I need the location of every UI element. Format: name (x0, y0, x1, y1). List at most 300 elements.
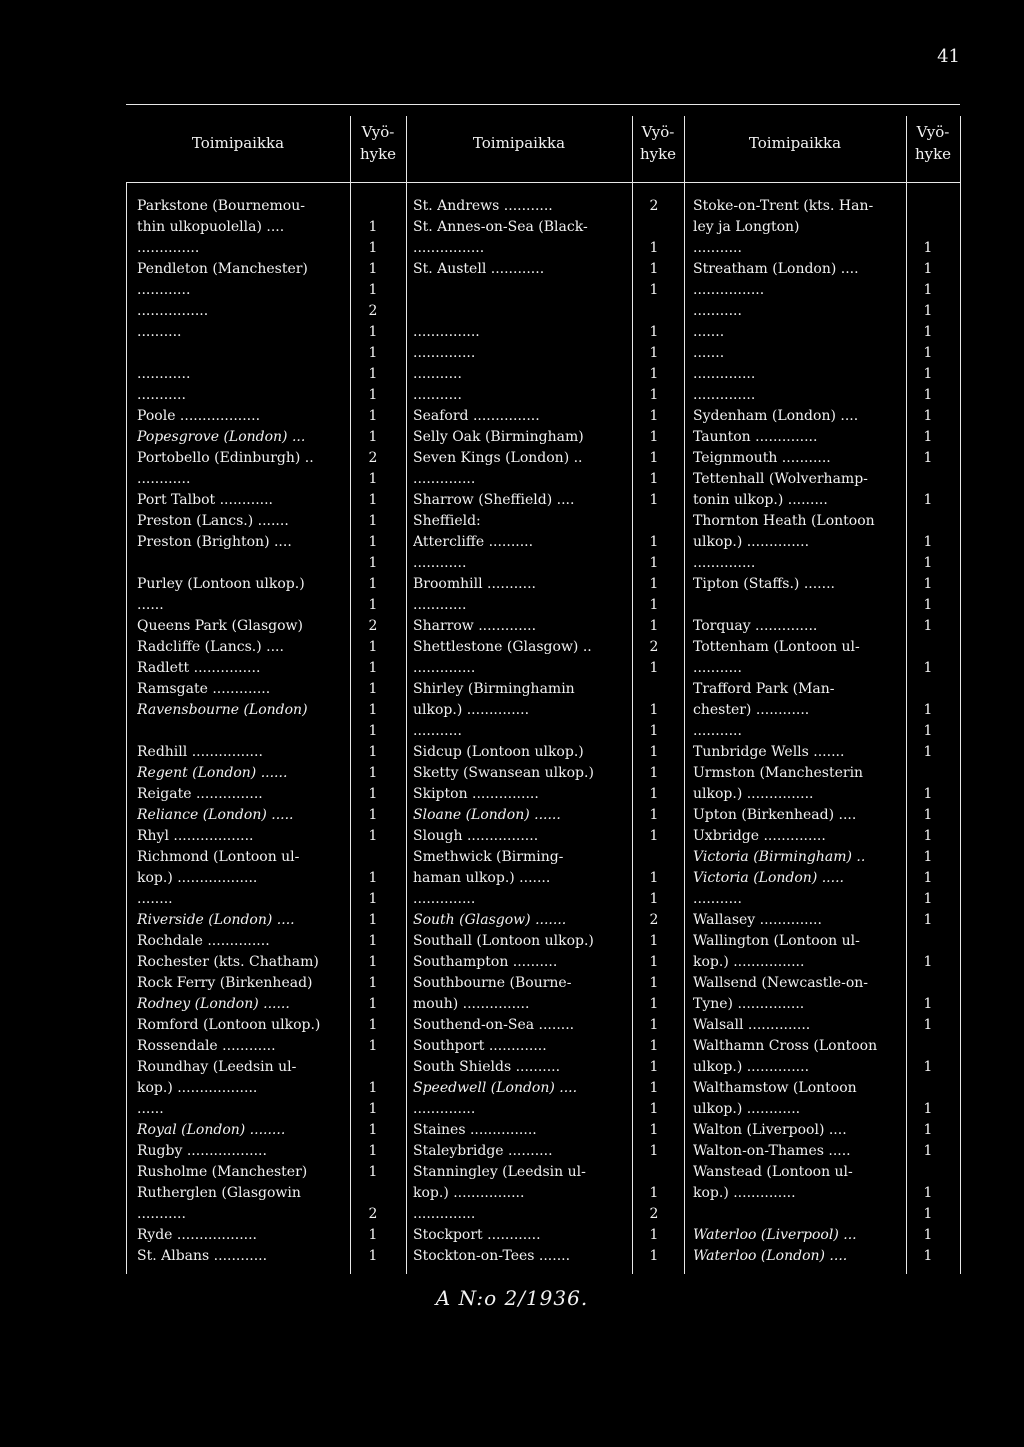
zone-value: 1 (368, 891, 378, 907)
place-name: kop.) .................. (137, 870, 258, 886)
zone-value: 2 (368, 303, 378, 319)
place-name: Reigate ............... (137, 786, 263, 802)
place-name: ............ (413, 555, 467, 571)
table-row (137, 196, 405, 217)
table-row (413, 973, 681, 994)
place-name: Walthamn Cross (Lontoon (693, 1038, 878, 1054)
table-row (413, 868, 681, 889)
zone-value: 1 (649, 240, 659, 256)
table-row (137, 280, 405, 301)
table-row (137, 721, 405, 742)
zone-value: 1 (368, 1122, 378, 1138)
table-row (413, 658, 681, 679)
place-name: ........... (693, 303, 742, 319)
table-row (413, 196, 681, 217)
table-row (137, 532, 405, 553)
place-name: ............ (137, 366, 191, 382)
zone-value: 1 (649, 891, 659, 907)
table-row (137, 343, 405, 364)
place-name: ....... (693, 345, 725, 361)
zone-value: 1 (923, 996, 933, 1012)
place-name: ........... (413, 387, 462, 403)
place-name: Regent (London) ...... (137, 765, 288, 781)
place-name: ...... (137, 597, 164, 613)
place-name: chester) ............ (693, 702, 810, 718)
place-name: Radlett ............... (137, 660, 261, 676)
zone-value: 1 (649, 1038, 659, 1054)
table-row (137, 301, 405, 322)
zone-value: 1 (649, 786, 659, 802)
table-row (137, 1036, 405, 1057)
place-name: Royal (London) ........ (137, 1122, 286, 1138)
table-row (693, 847, 959, 868)
table-row (693, 406, 959, 427)
table-row (693, 574, 959, 595)
table-row (693, 532, 959, 553)
table-row (137, 595, 405, 616)
zone-value: 1 (368, 1017, 378, 1033)
table-row (693, 805, 959, 826)
zone-value: 1 (923, 807, 933, 823)
header-zone-line2: hyke (639, 145, 677, 163)
table-row (137, 364, 405, 385)
table-row (693, 1246, 959, 1267)
zone-value: 1 (649, 1080, 659, 1096)
place-name: Redhill ................ (137, 744, 263, 760)
place-name: Popesgrove (London) ... (137, 429, 306, 445)
place-name: St. Albans ............ (137, 1248, 268, 1264)
table-row (693, 1225, 959, 1246)
table-row (413, 364, 681, 385)
place-name: haman ulkop.) ....... (413, 870, 551, 886)
zone-value: 1 (368, 513, 378, 529)
table-row (693, 931, 959, 952)
zone-value: 1 (368, 1038, 378, 1054)
table-row (693, 742, 959, 763)
table-row (413, 1246, 681, 1267)
table-row (413, 574, 681, 595)
place-name: St. Andrews ........... (413, 198, 553, 214)
header-zone-2 (632, 105, 684, 181)
table-row (693, 301, 959, 322)
header-zone-1 (350, 105, 406, 181)
page-number: 41 (937, 46, 960, 67)
table-row (413, 637, 681, 658)
table-row (413, 259, 681, 280)
table-row (413, 784, 681, 805)
header-place-3 (684, 105, 906, 181)
table-row (137, 973, 405, 994)
table-row (137, 1162, 405, 1183)
zone-value: 1 (368, 744, 378, 760)
table-row (413, 1078, 681, 1099)
place-name: Shirley (Birminghamin (413, 681, 575, 697)
zone-value: 1 (923, 597, 933, 613)
place-name: kop.) ................ (693, 954, 805, 970)
zone-value: 1 (368, 387, 378, 403)
table-row (413, 511, 681, 532)
table-row (137, 553, 405, 574)
zone-value: 1 (923, 828, 933, 844)
table-row (137, 910, 405, 931)
zone-value: 1 (368, 576, 378, 592)
table-row (693, 973, 959, 994)
table-row (413, 616, 681, 637)
zone-value: 1 (649, 345, 659, 361)
zone-value: 1 (923, 702, 933, 718)
zone-value: 1 (368, 996, 378, 1012)
place-name: Walton (Liverpool) .... (693, 1122, 847, 1138)
place-name: ........... (693, 240, 742, 256)
zone-value: 1 (923, 534, 933, 550)
place-name: Sheffield: (413, 513, 481, 529)
place-name: Southport ............. (413, 1038, 547, 1054)
table-row (137, 322, 405, 343)
zone-value: 1 (649, 765, 659, 781)
place-name: Stockton-on-Tees ....... (413, 1248, 571, 1264)
table-row (413, 532, 681, 553)
header-place-2 (406, 105, 632, 181)
place-name: .............. (413, 471, 476, 487)
zone-value: 1 (649, 618, 659, 634)
table-row (693, 217, 959, 238)
zone-value: 1 (368, 1143, 378, 1159)
table-row (413, 1120, 681, 1141)
place-name: tonin ulkop.) ......... (693, 492, 828, 508)
place-name: Ravensbourne (London) (137, 702, 308, 718)
zone-value: 1 (923, 1206, 933, 1222)
table-row (693, 679, 959, 700)
place-name: ........ (137, 891, 173, 907)
zone-value: 1 (923, 345, 933, 361)
zone-value: 1 (923, 870, 933, 886)
zone-value: 1 (649, 870, 659, 886)
table-row (413, 847, 681, 868)
place-name: ....... (693, 324, 725, 340)
table-row (413, 889, 681, 910)
place-name: Thornton Heath (Lontoon (693, 513, 875, 529)
zone-value: 1 (368, 597, 378, 613)
table-row (137, 1057, 405, 1078)
place-name: Parkstone (Bournemou- (137, 198, 305, 214)
table-row (413, 1099, 681, 1120)
zone-value: 1 (923, 891, 933, 907)
zone-value: 1 (923, 660, 933, 676)
table-row (137, 826, 405, 847)
place-name: Rutherglen (Glasgowin (137, 1185, 301, 1201)
table-row (693, 343, 959, 364)
zone-value: 1 (923, 240, 933, 256)
zone-value: 1 (923, 366, 933, 382)
zone-value: 1 (368, 828, 378, 844)
header-zone-line2: hyke (914, 145, 952, 163)
table-row (413, 721, 681, 742)
zone-value: 1 (923, 849, 933, 865)
table-row (137, 1078, 405, 1099)
zone-value: 1 (649, 555, 659, 571)
zone-value: 1 (923, 492, 933, 508)
zone-value: 1 (368, 366, 378, 382)
zone-value: 1 (368, 702, 378, 718)
zone-value: 1 (923, 282, 933, 298)
place-name: ........... (413, 366, 462, 382)
place-name: ........... (137, 387, 186, 403)
place-name: Rugby .................. (137, 1143, 267, 1159)
table-row (693, 196, 959, 217)
header-zone-line2: hyke (359, 145, 397, 163)
table-row (137, 448, 405, 469)
table-row (137, 763, 405, 784)
table-row (693, 910, 959, 931)
table-row (413, 805, 681, 826)
place-name: kop.) .............. (693, 1185, 796, 1201)
place-name: ley ja Longton) (693, 219, 800, 235)
table-row (693, 889, 959, 910)
zone-value: 1 (923, 1101, 933, 1117)
zone-value: 2 (649, 1206, 659, 1222)
table-row (693, 1141, 959, 1162)
place-name: South (Glasgow) ....... (413, 912, 567, 928)
zone-value: 1 (649, 408, 659, 424)
table-row (693, 1036, 959, 1057)
zone-value: 1 (923, 576, 933, 592)
table-row (137, 784, 405, 805)
header-zone-line1: Vyö- (916, 123, 950, 141)
zone-value: 1 (368, 1227, 378, 1243)
table-row (693, 448, 959, 469)
place-name: Purley (Lontoon ulkop.) (137, 576, 305, 592)
place-column-3 (693, 196, 959, 1267)
table-row (693, 595, 959, 616)
place-name: Torquay .............. (693, 618, 818, 634)
zone-value: 1 (649, 450, 659, 466)
zone-value: 1 (368, 933, 378, 949)
zone-value: 2 (649, 639, 659, 655)
table-row (413, 280, 681, 301)
table-row (413, 385, 681, 406)
zone-value: 1 (923, 1017, 933, 1033)
place-name: ........... (137, 1206, 186, 1222)
zone-value: 1 (368, 240, 378, 256)
table-row (413, 1162, 681, 1183)
table-row (693, 1120, 959, 1141)
place-name: Wallsend (Newcastle-on- (693, 975, 869, 991)
table-row (137, 679, 405, 700)
zone-value: 1 (368, 471, 378, 487)
place-name: Rossendale ............ (137, 1038, 276, 1054)
header-place-label: Toimipaikka (472, 134, 566, 152)
table-row (693, 490, 959, 511)
zone-value: 1 (649, 828, 659, 844)
table-row (693, 1057, 959, 1078)
place-name: kop.) ................ (413, 1185, 525, 1201)
place-name: ................ (137, 303, 209, 319)
zone-value: 1 (649, 1248, 659, 1264)
place-name: Ramsgate ............. (137, 681, 271, 697)
place-name: Slough ................ (413, 828, 539, 844)
place-name: Victoria (London) ..... (693, 870, 844, 886)
table-row (693, 700, 959, 721)
place-name: ulkop.) .............. (693, 534, 810, 550)
table-row (413, 1015, 681, 1036)
place-name: mouh) ............... (413, 996, 530, 1012)
place-name: Rochester (kts. Chatham) (137, 954, 319, 970)
table-row (413, 700, 681, 721)
zone-value: 1 (923, 1059, 933, 1075)
zone-value: 2 (368, 1206, 378, 1222)
zone-value: 1 (368, 954, 378, 970)
table-row (413, 994, 681, 1015)
zone-value: 1 (649, 1059, 659, 1075)
column-rule (684, 116, 685, 1274)
zone-value: 1 (649, 324, 659, 340)
zone-value: 1 (923, 555, 933, 571)
place-name: Sidcup (Lontoon ulkop.) (413, 744, 584, 760)
table-row (693, 616, 959, 637)
table-row (413, 1225, 681, 1246)
place-name: ........... (693, 891, 742, 907)
table-row (137, 427, 405, 448)
zone-value: 1 (649, 723, 659, 739)
zone-value: 1 (923, 786, 933, 802)
place-name: Pendleton (Manchester) (137, 261, 308, 277)
table-row (693, 427, 959, 448)
table-row (693, 322, 959, 343)
table-row (137, 931, 405, 952)
table-row (137, 616, 405, 637)
table-row (413, 679, 681, 700)
zone-value: 1 (649, 1143, 659, 1159)
place-name: ................ (693, 282, 765, 298)
place-name: ............ (413, 597, 467, 613)
zone-value: 1 (649, 387, 659, 403)
place-name: Queens Park (Glasgow) (137, 618, 303, 634)
table-row (413, 406, 681, 427)
zone-value: 1 (923, 429, 933, 445)
place-name: Wallasey .............. (693, 912, 822, 928)
place-name: ulkop.) ............... (693, 786, 814, 802)
zone-value: 1 (368, 534, 378, 550)
place-name: Tettenhall (Wolverhamp- (693, 471, 868, 487)
table-row (693, 1099, 959, 1120)
place-name: Seaford ............... (413, 408, 540, 424)
place-name: Poole .................. (137, 408, 261, 424)
place-name: .............. (693, 555, 756, 571)
table-row (693, 658, 959, 679)
table-row (693, 994, 959, 1015)
zone-value: 1 (368, 1080, 378, 1096)
zone-value: 1 (649, 471, 659, 487)
zone-value: 1 (649, 282, 659, 298)
table-row (413, 931, 681, 952)
zone-value: 1 (923, 1185, 933, 1201)
zone-value: 2 (649, 198, 659, 214)
place-name: Wallington (Lontoon ul- (693, 933, 860, 949)
zone-value: 1 (368, 807, 378, 823)
place-name: Waterloo (London) .... (693, 1248, 848, 1264)
place-name: Walton-on-Thames ..... (693, 1143, 851, 1159)
zone-value: 1 (368, 324, 378, 340)
table-row (137, 406, 405, 427)
place-name: Rhyl .................. (137, 828, 254, 844)
table-row (693, 784, 959, 805)
table-row (413, 910, 681, 931)
table-row (137, 385, 405, 406)
table-row (413, 217, 681, 238)
place-name: Rock Ferry (Birkenhead) (137, 975, 313, 991)
table-row (413, 1141, 681, 1162)
table-row (137, 1183, 405, 1204)
place-name: .............. (413, 660, 476, 676)
footer-note: A N:o 2/1936. (435, 1286, 589, 1310)
zone-value: 1 (649, 492, 659, 508)
zone-value: 1 (368, 555, 378, 571)
table-row (413, 469, 681, 490)
table-row (137, 637, 405, 658)
table-row (137, 238, 405, 259)
place-name: Broomhill ........... (413, 576, 536, 592)
table-row (137, 511, 405, 532)
zone-value: 1 (923, 1227, 933, 1243)
table-row (137, 1246, 405, 1267)
table-row (413, 1204, 681, 1225)
place-name: Selly Oak (Birmingham) (413, 429, 584, 445)
table-row (137, 700, 405, 721)
table-row (137, 1015, 405, 1036)
place-name: .............. (137, 240, 200, 256)
place-name: Wanstead (Lontoon ul- (693, 1164, 853, 1180)
table-row (693, 637, 959, 658)
column-rule (960, 116, 961, 1274)
zone-value: 1 (923, 324, 933, 340)
place-name: Teignmouth ........... (693, 450, 831, 466)
table-row (693, 952, 959, 973)
zone-value: 1 (649, 1101, 659, 1117)
place-name: Urmston (Manchesterin (693, 765, 864, 781)
place-name: Tipton (Staffs.) ....... (693, 576, 835, 592)
zone-value: 1 (649, 933, 659, 949)
place-name: Southbourne (Bourne- (413, 975, 572, 991)
zone-value: 1 (368, 765, 378, 781)
zone-value: 1 (649, 996, 659, 1012)
table-row (693, 259, 959, 280)
place-name: Staines ............... (413, 1122, 537, 1138)
table-row (693, 721, 959, 742)
header-zone-line1: Vyö- (641, 123, 675, 141)
place-name: Tyne) ............... (693, 996, 805, 1012)
zone-value: 1 (649, 1185, 659, 1201)
place-name: ............ (137, 471, 191, 487)
header-place-label: Toimipaikka (748, 134, 842, 152)
place-name: Skipton ............... (413, 786, 539, 802)
place-name: Preston (Lancs.) ....... (137, 513, 289, 529)
place-name: Sharrow (Sheffield) .... (413, 492, 575, 508)
header-zone-3 (906, 105, 960, 181)
zone-value: 1 (649, 1122, 659, 1138)
zone-value: 1 (649, 744, 659, 760)
place-name: ................ (413, 240, 485, 256)
place-name: South Shields .......... (413, 1059, 561, 1075)
zone-value: 1 (649, 702, 659, 718)
zone-value: 1 (923, 408, 933, 424)
zone-value: 1 (649, 807, 659, 823)
zone-value: 1 (368, 870, 378, 886)
zone-value: 2 (368, 618, 378, 634)
zone-value: 1 (368, 786, 378, 802)
place-name: Richmond (Lontoon ul- (137, 849, 300, 865)
zone-value: 1 (368, 345, 378, 361)
zone-value: 1 (923, 954, 933, 970)
